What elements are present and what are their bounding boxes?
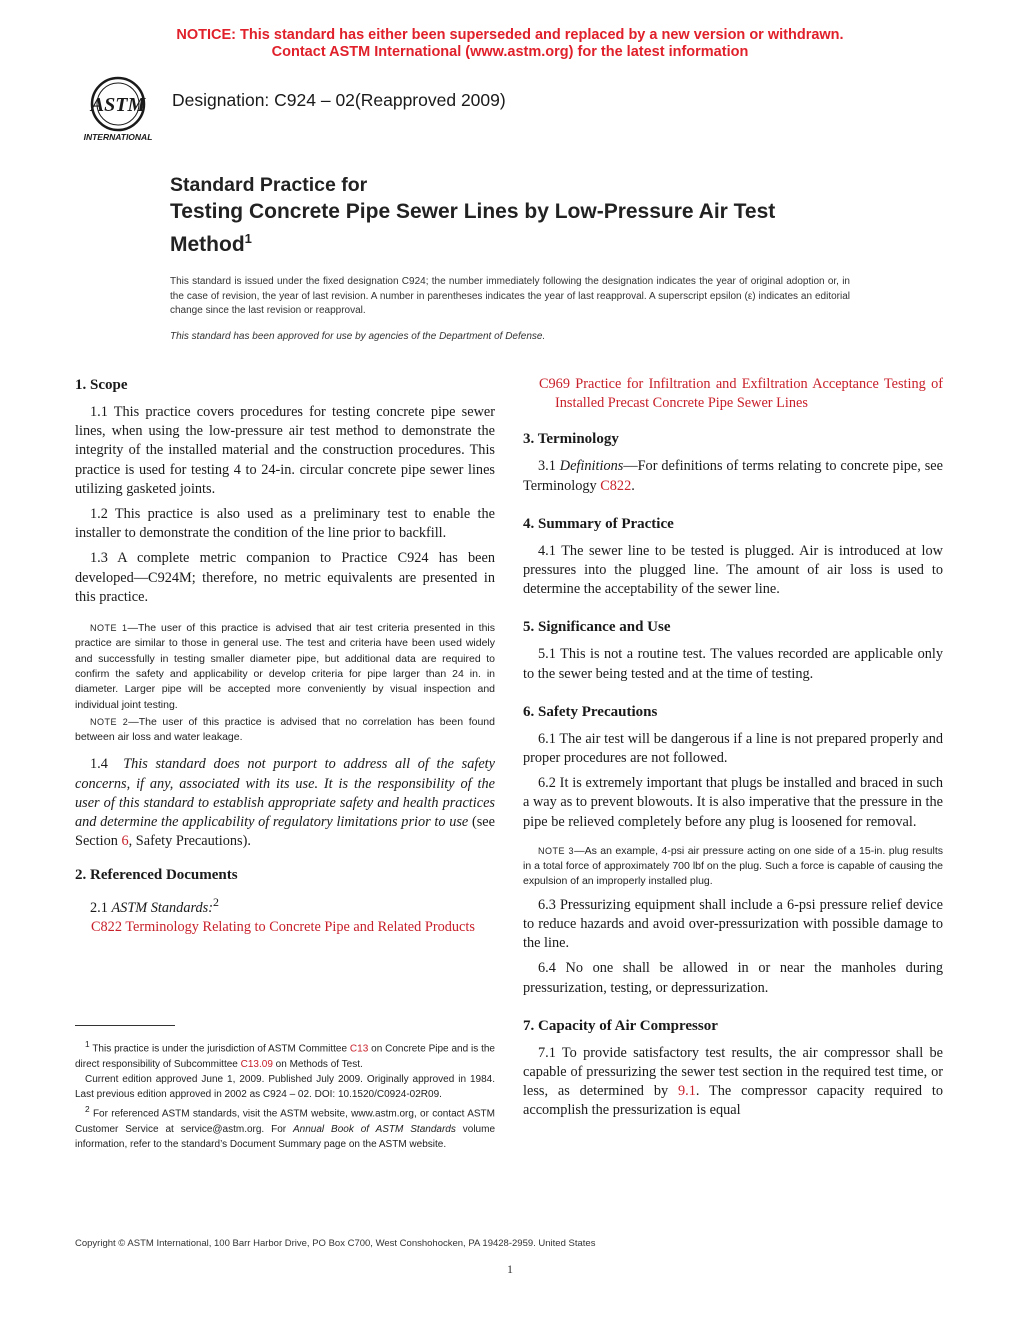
title-main-text: Testing Concrete Pipe Sewer Lines by Low-Pressure Air Test Method [170,200,776,256]
footnote-2-text-a: For referenced ASTM standards, visit the ASTM website, www.astm.org, or contact ASTM Customer Service at service@astm.org. For [75,1108,495,1135]
section-5-heading: 5. Significance and Use [523,619,671,636]
logo-mark-text: ASTM [90,94,146,116]
footnote-2-italic: Annual Book of ASTM Standards [293,1123,456,1135]
paragraph-3-1-number: 3.1 [538,458,556,475]
note-2-label: NOTE 2 [90,716,129,727]
reference-c969-title[interactable]: Practice for Infiltration and Exfiltration Acceptance Testing of Installed Precast Concrete Pipe Sewer Lines [555,376,943,412]
reference-c822[interactable] [75,918,495,937]
page-number: 1 [507,1262,513,1276]
subcommittee-c13-09-link[interactable]: C13.09 [240,1058,273,1070]
title-footnote-mark: 1 [244,231,252,246]
section-2-heading: 2. Referenced Documents [75,867,238,884]
footnote-divider [75,1025,175,1026]
left-column [75,375,495,948]
footnote-2 [75,1102,495,1152]
paragraph-7-1 [523,1044,943,1121]
committee-c13-link[interactable]: C13 [349,1043,369,1055]
footnote-1 [75,1037,495,1072]
paragraph-7-1-text-a: 7.1 To provide satisfactory test results, the air compressor shall be capable of pressurizing the sewer test section in the required test time, or less, as determined by [523,1044,943,1100]
footnote-1-text-a: This practice is under the jurisdiction of ASTM Committee [92,1043,348,1055]
footnote-2-text-b: volume information, refer to the standard’s Document Summary page on the ASTM website. [75,1123,496,1150]
section-3-heading: 3. Terminology [523,431,619,448]
paragraph-1-4-disclaimer: This standard does not purport to address all of the safety concerns, if any, associated with its use. It is the responsibility of the user of this standard to establish appropriate safety and health practices and determine the applicability of regulatory limitations prior to use [75,756,495,831]
paragraph-6-1: 6.1 The air test will be dangerous if a line is not prepared properly and proper procedures are not followed. [523,730,943,767]
paragraph-1-1: 1.1 This practice covers procedures for testing concrete pipe sewer lines, when using the low-pressure air test method to demonstrate the integrity of the installed material and the construction procedures. This practice is used for testing 4 to 24-in. circular concrete pipe sewer lines utilizing gasketed joints. [75,404,495,497]
reference-c969-code[interactable]: C969 [539,376,570,392]
footnote-2-mark-foot: 2 [85,1104,90,1115]
right-column [523,375,943,1127]
section-7-heading: 7. Capacity of Air Compressor [523,1017,718,1034]
copyright-line: Copyright © ASTM International, 100 Barr Harbor Drive, PO Box C700, West Conshohocken, PA 19428-2959. United States [75,1238,596,1249]
paragraph-3-1-end: . [631,477,635,494]
paragraph-6-4: 6.4 No one shall be allowed in or near the manholes during pressurization, testing, or depressurization. [523,960,943,996]
note-1 [75,621,495,713]
paragraph-3-1 [523,457,943,495]
note-3-text: —As an example, 4-psi air pressure acting on one side of a 15-in. plug results in a total force of approximately 700 lbf on the plug. Such a force is capable of causing the expulsion of an improperly installed plug. [523,844,943,888]
notice-line-2: Contact ASTM International (www.astm.org) for the latest information [271,44,749,60]
paragraph-1-4-number: 1.4 [90,756,108,773]
logo-word-text: INTERNATIONAL [83,132,153,142]
footnote-1-edition: Current edition approved June 1, 2009. Published July 2009. Originally approved in 1984. Last previous edition approved in 2002 as C924 – 02. DOI: 10.1520/C0924-02R09. [75,1073,495,1100]
reference-c822-code[interactable]: C822 [91,919,122,936]
title-block [170,173,870,258]
paragraph-2-1-number: 2.1 [90,900,108,917]
paragraph-1-3: 1.3 A complete metric companion to Practice C924 has been developed—C924M; therefore, no metric equivalents are presented in this practice. [75,550,495,605]
notice-line-1: NOTICE: This standard has either been superseded and replaced by a new version or withdrawn. [176,27,844,43]
footnote-1-text-c: on Methods of Test. [275,1058,363,1070]
superseded-notice [0,27,1020,61]
reference-c822-title[interactable]: Terminology Relating to Concrete Pipe and Related Products [125,919,475,936]
paragraph-5-1: 5.1 This is not a routine test. The values recorded are applicable only to the sewer being tested and at the time of testing. [523,646,943,682]
section-4-heading: 4. Summary of Practice [523,515,674,532]
paragraph-7-1-text-b: . The compressor capacity required to accomplish the pressurization is equal [523,1083,944,1119]
paragraph-1-2: 1.2 This practice is also used as a preliminary test to enable the installer to demonstrate the condition of the line prior to backfill. [75,506,495,542]
note-2 [75,715,495,746]
note-1-text: —The user of this practice is advised that air test criteria presented in this practice are similar to those in general use. The test and criteria have been used widely and successfully in testing smaller diameter pipe, but additional data are required to confirm the safety and applicability or develop criteria for pipe larger than 24 in. in diameter. Larger pipe will be accepted more conveniently by visual inspection and individual joint testing. [75,622,495,711]
astm-standards-label: ASTM Standards: [111,900,213,917]
designation: Designation: C924 – 02(Reapproved 2009) [172,90,506,110]
paragraph-6-3: 6.3 Pressurizing equipment shall include a 6-psi pressure relief device to reduce hazards and avoid over-pressurization with possible damage to the line. [523,896,943,952]
paragraph-1-4 [75,755,495,851]
paragraph-6-2: 6.2 It is extremely important that plugs be installed and braced in such a way as to prevent blowouts. It is also imperative that the pressure in the pipe be relieved completely before any plug is loosened for removal. [523,775,943,830]
section-6-heading: 6. Safety Precautions [523,703,658,720]
paragraph-2-1 [75,893,495,918]
reference-c969[interactable] [523,375,943,413]
definitions-label: Definitions [559,458,624,475]
paragraph-3-1-text: —For definitions of terms relating to concrete pipe, see Terminology [523,458,943,494]
footnote-1-text-b: on Concrete Pipe and is the direct responsibility of Subcommittee [75,1043,495,1070]
section-9-1-link[interactable]: 9.1 [678,1083,696,1100]
footnote-2-mark: 2 [213,895,219,910]
terminology-c822-link[interactable]: C822 [600,477,632,494]
dod-approval-note: This standard has been approved for use by agencies of the Department of Defense. [170,331,546,342]
paragraph-1-4-tail-a: (see Section [75,814,496,850]
paragraph-4-1: 4.1 The sewer line to be tested is plugged. Air is introduced at low pressures into the plugged line. The amount of air loss is used to determine the acceptability of the sewer line. [523,542,943,598]
note-2-text: —The user of this practice is advised that no correlation has been found between air loss and water leakage. [75,715,495,744]
note-3 [523,844,943,890]
astm-logo [72,72,164,144]
intro-paragraph: This standard is issued under the fixed designation C924; the number immediately following the designation indicates the year of original adoption or, in the case of revision, the year of last revision. A number in parentheses indicates the year of last reapproval. A superscript epsilon (ε) indicates an editorial change since the last revision or reapproval. [170,276,850,317]
footnote-1-mark: 1 [85,1039,90,1049]
paragraph-1-4-tail-b: , Safety Precautions). [128,833,251,850]
footnotes [75,1037,495,1152]
note-3-label: NOTE 3 [538,845,575,856]
note-1-label: NOTE 1 [90,623,128,634]
section-1-heading: 1. Scope [75,377,128,393]
page-title [170,198,810,258]
section-6-link[interactable]: 6 [121,833,129,850]
title-kind: Standard Practice for [170,174,368,196]
